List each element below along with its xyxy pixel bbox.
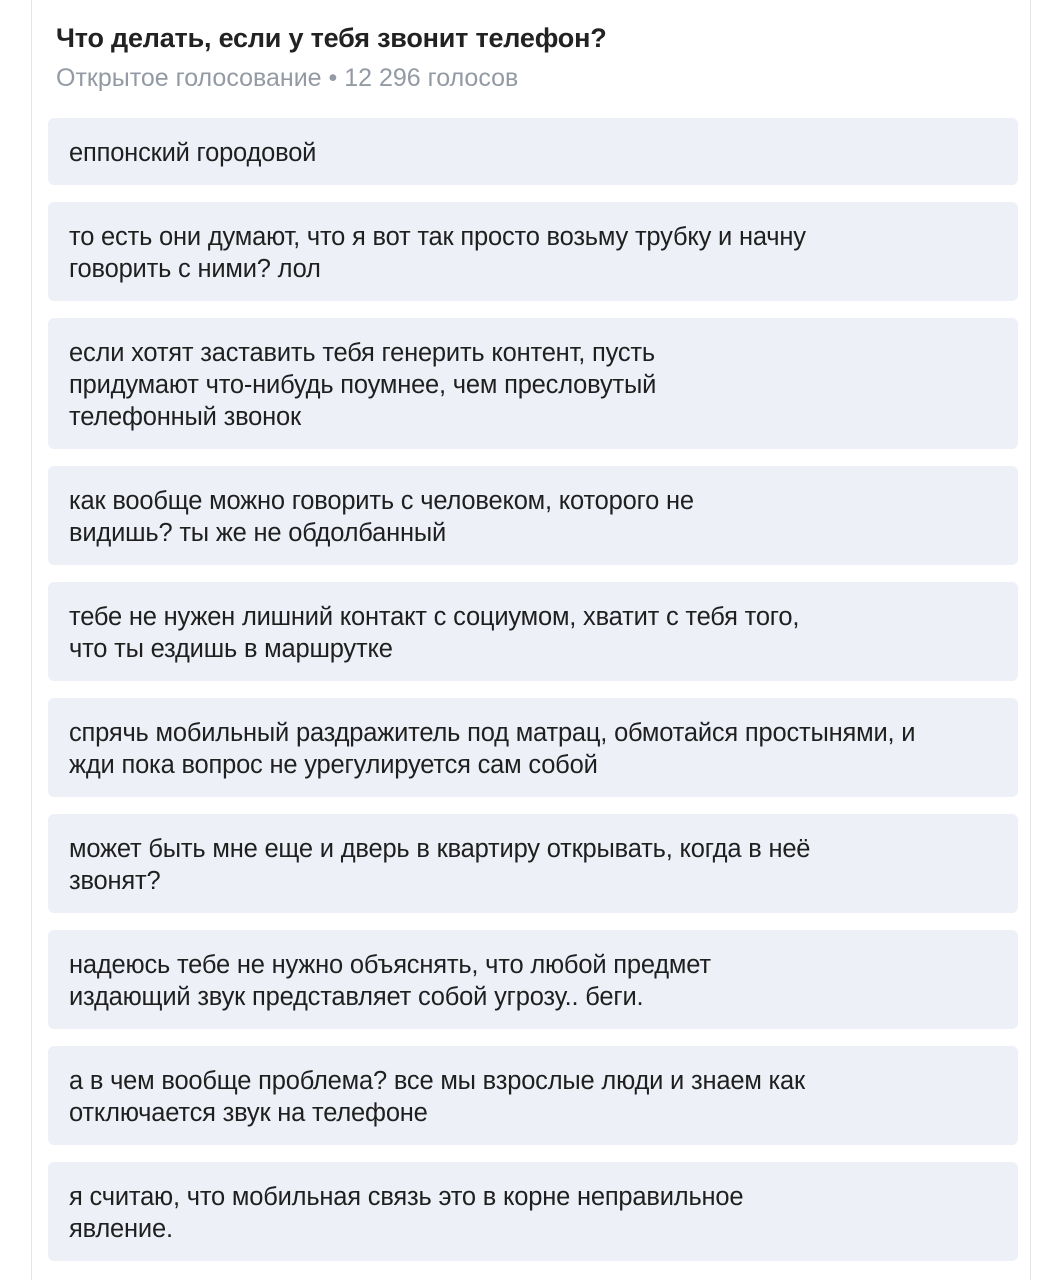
poll-question: Что делать, если у тебя звонит телефон? [56, 23, 607, 53]
poll-header [56, 20, 996, 94]
poll-option-2[interactable]: то есть они думают, что я вот так просто возьму трубку и начну говорить с ними? лол [48, 202, 1018, 301]
poll-option-4[interactable]: как вообще можно говорить с человеком, которого не видишь? ты же не обдолбанный [48, 466, 1018, 565]
poll-option-7[interactable]: может быть мне еще и дверь в квартиру открывать, когда в неё звонят? [48, 814, 1018, 913]
poll-option-3[interactable]: если хотят заставить тебя генерить контент, пусть придумают что-нибудь поумнее, чем пресловутый телефонный звонок [48, 318, 1018, 449]
poll-option-10[interactable]: я считаю, что мобильная связь это в корне неправильное явление. [48, 1162, 1018, 1261]
poll-meta: Открытое голосование • 12 296 голосов [56, 64, 519, 92]
poll-option-1[interactable]: еппонский городовой [48, 118, 1018, 185]
poll-option-6[interactable]: спрячь мобильный раздражитель под матрац, обмотайся простынями, и жди пока вопрос не урегулируется сам собой [48, 698, 1018, 797]
poll-card [31, 0, 1031, 1280]
poll-option-9[interactable]: а в чем вообще проблема? все мы взрослые люди и знаем как отключается звук на телефоне [48, 1046, 1018, 1145]
poll-options [48, 118, 1018, 1278]
poll-option-5[interactable]: тебе не нужен лишний контакт с социумом, хватит с тебя того, что ты ездишь в маршрутке [48, 582, 1018, 681]
poll-option-8[interactable]: надеюсь тебе не нужно объяснять, что любой предмет издающий звук представляет собой угрозу.. беги. [48, 930, 1018, 1029]
